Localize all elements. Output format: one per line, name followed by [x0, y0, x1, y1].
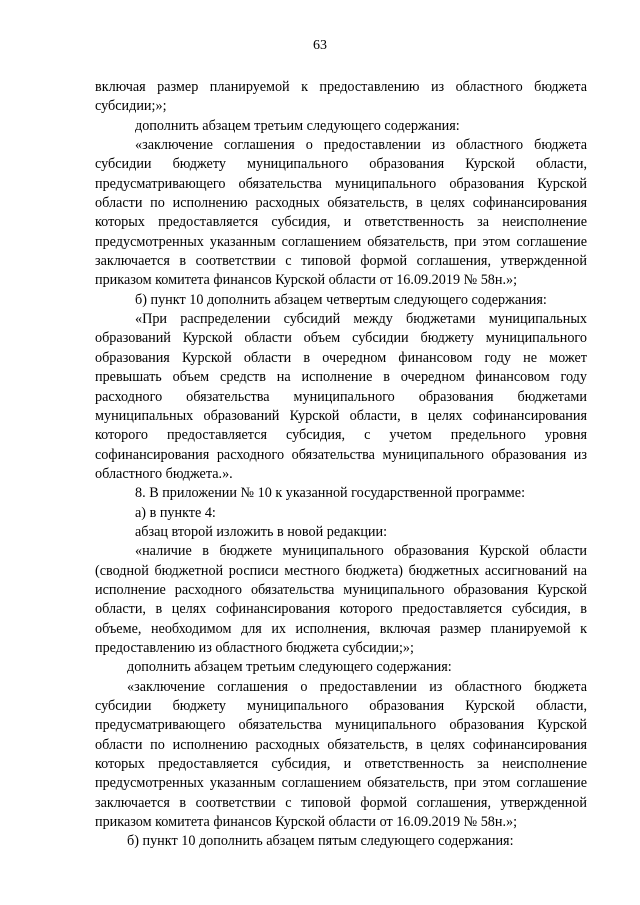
paragraph-quote: «При распределении субсидий между бюджетами муниципальных образований Курской области объем субсидии бюджету муниципального образования Курской области в очередном финансовом году не может превышать объем средств на исполнение в очередном финансовом году расходного обязательства муниципального образования бюджетами муниципальных образований Курской области, в целях софинансирования которого предоставляется субсидия, с учетом предельного уровня софинансирования расходного обязательства муниципального образования из областного бюджета.».	[95, 311, 587, 482]
paragraph-subitem: а) в пункте 4:	[135, 504, 216, 521]
paragraph-instruction: дополнить абзацем третьим следующего содержания:	[127, 659, 452, 676]
paragraph-continuation: включая размер планируемой к предоставлению из областного бюджета субсидии;»;	[95, 79, 587, 115]
paragraph-instruction: абзац второй изложить в новой редакции:	[135, 523, 388, 540]
page-number: 63	[313, 38, 327, 53]
document-body	[95, 78, 587, 852]
paragraph-instruction: б) пункт 10 дополнить абзацем четвертым следующего содержания:	[135, 291, 547, 308]
paragraph-quote: «заключение соглашения о предоставлении из областного бюджета субсидии бюджету муниципального образования Курской области, предусматривающего обязательства муниципального образования Курской области по исполнению расходных обязательств, в целях софинансирования которых предоставляется субсидия, и ответственность за неисполнение предусмотренных указанным соглашением обязательств, при этом соглашение заключается в соответствии с типовой формой соглашения, утвержденной приказом комитета финансов Курской области от 16.09.2019 № 58н.»;	[95, 678, 587, 831]
paragraph-quote: «наличие в бюджете муниципального образования Курской области (сводной бюджетной росписи местного бюджета) бюджетных ассигнований на исполнение расходного обязательства муниципального образования Курской области, в целях софинансирования которого предоставляется субсидия, в объеме, необходимом для их исполнения, включая размер планируемой к предоставлению из областного бюджета субсидии;»;	[95, 543, 587, 656]
paragraph-section-heading: 8. В приложении № 10 к указанной государственной программе:	[135, 485, 526, 502]
paragraph-instruction: дополнить абзацем третьим следующего содержания:	[135, 117, 460, 134]
paragraph-instruction: б) пункт 10 дополнить абзацем пятым следующего содержания:	[127, 833, 514, 850]
paragraph-quote: «заключение соглашения о предоставлении из областного бюджета субсидии бюджету муниципального образования Курской области, предусматривающего обязательства муниципального образования Курской области по исполнению расходных обязательств, в целях софинансирования которых предоставляется субсидия, и ответственность за неисполнение предусмотренных указанным соглашением обязательств, при этом соглашение заключается в соответствии с типовой формой соглашения, утвержденной приказом комитета финансов Курской области от 16.09.2019 № 58н.»;	[95, 137, 587, 289]
